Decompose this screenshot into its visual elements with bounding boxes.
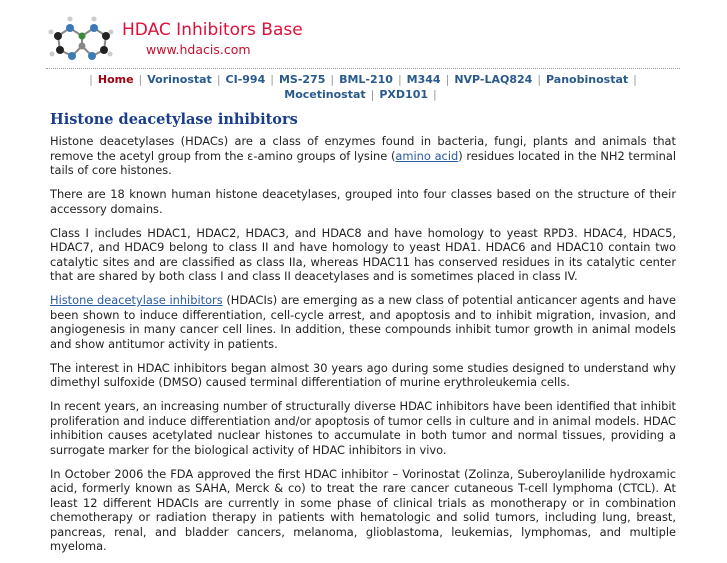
nav-mocetinostat[interactable]: Mocetinostat bbox=[284, 88, 366, 101]
paragraph-count: There are 18 known human histone deacetylases, grouped into four classes based on the structure of their accessory domains. bbox=[50, 187, 676, 216]
nav-vorinostat[interactable]: Vorinostat bbox=[147, 73, 212, 86]
text: ) residues located in the NH2 terminal tails of core histones. bbox=[50, 148, 676, 177]
site-title: HDAC Inhibitors Base bbox=[122, 20, 303, 40]
site-header bbox=[48, 14, 688, 68]
paragraph-hdacis bbox=[50, 293, 676, 351]
paragraph-classes: Class I includes HDAC1, HDAC2, HDAC3, and HDAC8 and have homology to yeast RPD3. HDAC4, HDAC5, HDAC7, and HDAC9 belong to class II and have homology to yeast HDA1. HDAC6 and HDAC10 contain two catalytic sites and are classified as class IIa, whereas HDAC11 has conserved residues in its catalytic center that are shared by both class I and class II deacetylases and is sometimes placed in class IV. bbox=[50, 225, 676, 283]
nav-bml-210[interactable]: BML-210 bbox=[339, 73, 393, 86]
main-nav: | Home | Vorinostat | CI-994 | MS-275 | BML-210 | M344 | NVP-LAQ824 | Panobinostat | Mocetinostat | PXD101 | bbox=[89, 73, 637, 101]
paragraph-intro bbox=[50, 134, 676, 178]
nav-pxd101[interactable]: PXD101 bbox=[379, 88, 429, 101]
paragraph-recent: In recent years, an increasing number of structurally diverse HDAC inhibitors have been identified that inhibit proliferation and induce differentiation and/or apoptosis of tumor cells in culture and in animal models. HDAC inhibition causes acetylated nuclear histones to accumulate in both tumor and normal tissues, providing a surrogate marker for the biological activity of HDAC inhibitors in vivo. bbox=[50, 399, 676, 457]
hdac-inhibitors-link[interactable]: Histone deacetylase inhibitors bbox=[50, 293, 223, 307]
text: (HDACIs) are emerging as a new class of potential anticancer agents and have been shown to induce differentiation, cell-cycle arrest, and apoptosis and to inhibit migration, invasion, and angiogenesis in many cancer cell lines. In addition, these compounds inhibit tumor growth in animal models and show antitumor activity in patients. bbox=[50, 293, 676, 351]
nav-home[interactable]: Home bbox=[97, 73, 134, 86]
header-divider bbox=[46, 68, 680, 69]
text: Histone deacetylases (HDACs) are a class of enzymes found in bacteria, fungi, plants and animals that remove the acetyl group from the ε-amino groups of lysine ( bbox=[50, 134, 676, 163]
nav-panobinostat[interactable]: Panobinostat bbox=[546, 73, 629, 86]
nav-ms-275[interactable]: MS-275 bbox=[278, 73, 326, 86]
site-url: www.hdacis.com bbox=[146, 42, 251, 57]
paragraph-fda: In October 2006 the FDA approved the first HDAC inhibitor – Vorinostat (Zolinza, Suberoylanilide hydroxamic acid, formerly known as SAHA, Merck & co) to treat the rare cancer cutaneous T-cell lymphoma (CTCL). At least 12 different HDACIs are currently in some phase of clinical trials as monotherapy or in combination chemotherapy or radiation therapy in patients with hematologic and solid tumors, including lung, breast, pancreas, renal, and bladder cancers, melanoma, glioblastoma, leukemias, lymphomas, and multiple myeloma. bbox=[50, 466, 676, 553]
page-title: Histone deacetylase inhibitors bbox=[50, 111, 298, 128]
nav-nvp-laq824[interactable]: NVP-LAQ824 bbox=[454, 73, 533, 86]
main-content bbox=[50, 111, 676, 563]
amino-acid-link[interactable]: amino acid bbox=[395, 148, 459, 163]
nav-ci-994[interactable]: CI-994 bbox=[225, 73, 266, 86]
molecule-logo-icon[interactable] bbox=[48, 14, 114, 64]
paragraph-history: The interest in HDAC inhibitors began almost 30 years ago during some studies designed to understand why dimethyl sulfoxide (DMSO) caused terminal differentiation of murine erythroleukemia cells. bbox=[50, 360, 676, 389]
nav-m344[interactable]: M344 bbox=[406, 73, 441, 86]
